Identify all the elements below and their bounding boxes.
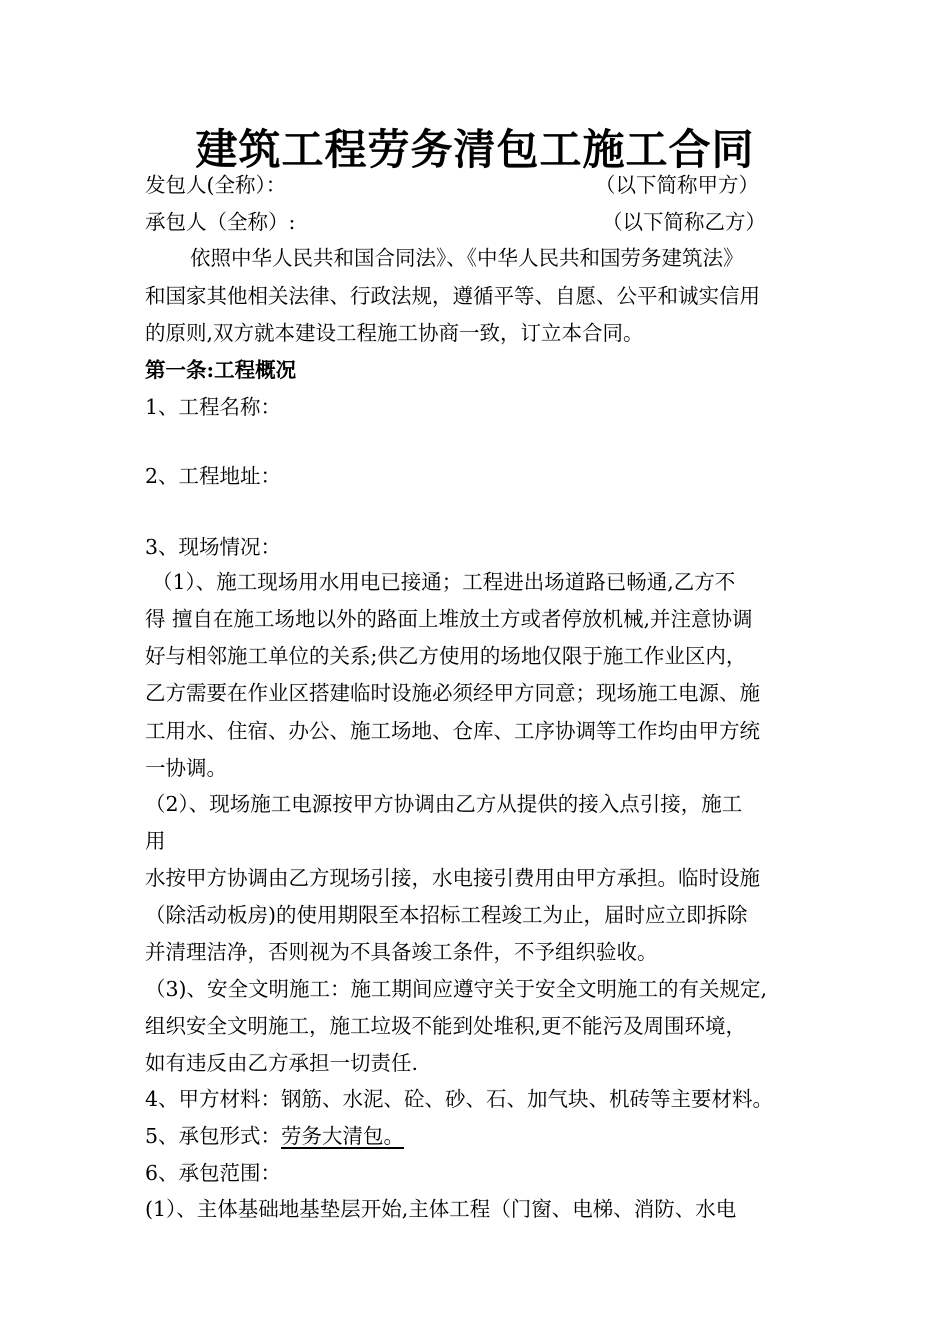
site-condition-line: 水按甲方协调由乙方现场引接，水电接引费用由甲方承担。临时设施 bbox=[145, 866, 760, 890]
item-project-name: 1、工程名称： bbox=[145, 395, 282, 419]
intro-line: 和国家其他相关法律、行政法规，遵循平等、自愿、公平和诚实信用 bbox=[145, 284, 760, 308]
party-a-line bbox=[145, 170, 785, 200]
document-title: 建筑工程劳务清包工施工合同 bbox=[195, 125, 755, 174]
site-condition-line: （3)、安全文明施工：施工期间应遵守关于安全文明施工的有关规定, bbox=[145, 977, 768, 1001]
site-condition-line: 好与相邻施工单位的关系;供乙方使用的场地仅限于施工作业区内， bbox=[145, 644, 747, 668]
party-b-line bbox=[145, 207, 785, 237]
party-b-note: （以下简称乙方） bbox=[602, 210, 766, 234]
item-project-address: 2、工程地址： bbox=[145, 464, 282, 488]
site-condition-line: 一协调。 bbox=[145, 756, 227, 780]
item-owner-materials: 4、甲方材料：钢筋、水泥、砼、砂、石、加气块、机砖等主要材料。 bbox=[145, 1087, 774, 1111]
intro-line: 的原则,双方就本建设工程施工协商一致，订立本合同。 bbox=[145, 321, 644, 345]
contract-form-label: 5、承包形式： bbox=[145, 1124, 282, 1148]
site-condition-line: 并清理洁净，否则视为不具备竣工条件，不予组织验收。 bbox=[145, 940, 658, 964]
site-condition-line: 乙方需要在作业区搭建临时设施必须经甲方同意；现场施工电源、施 bbox=[145, 681, 760, 705]
item-site-conditions: 3、现场情况： bbox=[145, 535, 282, 559]
site-condition-line: 如有违反由乙方承担一切责任. bbox=[145, 1051, 419, 1075]
site-condition-line: 得 擅自在施工场地以外的路面上堆放土方或者停放机械,并注意协调 bbox=[145, 607, 753, 631]
item-contract-scope: 6、承包范围： bbox=[145, 1161, 282, 1185]
scope-line: (1）、主体基础地基垫层开始,主体工程（门窗、电梯、消防、水电 bbox=[145, 1197, 737, 1221]
party-b-label: 承包人（全称）: bbox=[145, 210, 296, 234]
article-1-heading: 第一条:工程概况 bbox=[145, 358, 297, 382]
site-condition-line: 组织安全文明施工，施工垃圾不能到处堆积,更不能污及周围环境， bbox=[145, 1014, 747, 1038]
site-condition-line: 用 bbox=[145, 829, 166, 853]
contract-form-value: 劳务大清包。 bbox=[281, 1124, 405, 1148]
intro-line: 依照中华人民共和国合同法》、《中华人民共和国劳务建筑法》 bbox=[190, 246, 744, 270]
site-condition-line: 工用水、住宿、办公、施工场地、仓库、工序协调等工作均由甲方统 bbox=[145, 719, 760, 743]
site-condition-line: （除活动板房)的使用期限至本招标工程竣工为止，届时应立即拆除 bbox=[145, 903, 748, 927]
site-condition-line: （1）、施工现场用水用电已接通；工程进出场道路已畅通,乙方不 bbox=[152, 570, 736, 594]
party-a-label: 发包人(全称）： bbox=[145, 173, 287, 197]
item-contract-form bbox=[145, 1121, 404, 1151]
party-a-note: （以下简称甲方） bbox=[595, 173, 759, 197]
site-condition-line: （2）、现场施工电源按甲方协调由乙方从提供的接入点引接，施工 bbox=[145, 792, 743, 816]
